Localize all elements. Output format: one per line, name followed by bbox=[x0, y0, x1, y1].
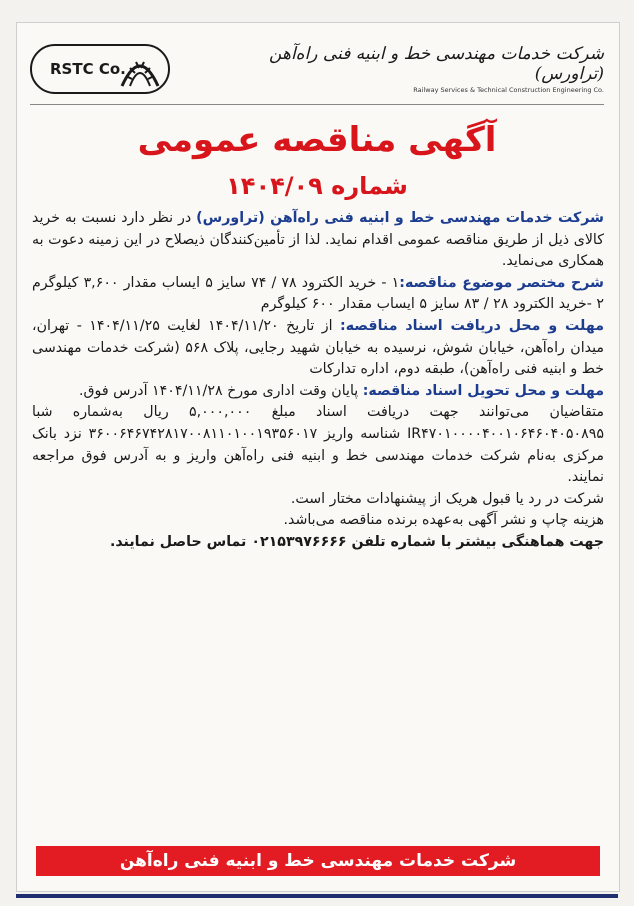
subject-label: شرح مختصر موضوع مناقصه: bbox=[399, 274, 604, 291]
bottom-bar bbox=[16, 894, 618, 898]
subject-paragraph bbox=[32, 273, 604, 316]
footer-company-name: شرکت خدمات مهندسی خط و ابنیه فنی راه‌آهن bbox=[119, 851, 517, 871]
intro-paragraph bbox=[32, 208, 604, 273]
intro-company: شرکت خدمات مهندسی خط و ابنیه فنی راه‌آهن (تراورس) bbox=[196, 210, 604, 226]
delivery-text: پایان وقت اداری مورخ ۱۴۰۴/۱۱/۲۸ آدرس فوق. bbox=[78, 382, 363, 399]
payment-paragraph: متقاضیان می‌توانند جهت دریافت اسناد مبلغ ۵,۰۰۰,۰۰۰ ریال به‌شماره شبا IR۴۷۰۱۰۰۰۰۴۰۰۱۰۶۴۶۰۴۰۵۰۸۹۵ شناسه واریز ۳۶۰۰۶۴۶۷۴۲۸۱۷۰۰۸۱۱۰۱۰۰۱۹۳۵۶۰۱۷ نزد بانک مرکزی به‌نام شرکت خدمات مهندسی خط و ابنیه فنی راه‌آهن واریز و به آدرس فوق مراجعه نمایند. bbox=[32, 404, 604, 486]
header-divider bbox=[30, 104, 604, 105]
company-name-fa: شرکت خدمات مهندسی خط و ابنیه فنی راه‌آهن (تراورس) bbox=[269, 44, 604, 84]
receipt-paragraph bbox=[32, 316, 604, 381]
company-logo bbox=[30, 39, 180, 99]
reject-paragraph: شرکت در رد یا قبول هریک از پیشنهادات مختار است. bbox=[290, 490, 604, 507]
company-name-en: Railway Services & Technical Construction Engineering Co. bbox=[413, 86, 604, 94]
delivery-paragraph bbox=[32, 381, 604, 403]
cost-paragraph: هزینه چاپ و نشر آگهی به‌عهده برنده مناقصه می‌باشد. bbox=[283, 512, 604, 529]
delivery-label: مهلت و محل تحویل اسناد مناقصه: bbox=[362, 382, 604, 399]
company-heading bbox=[214, 44, 604, 94]
subject-text: ۱ - خرید الکترود ۷۸ / ۷۴ سایز ۵ ایساب مقدار ۳,۶۰۰ کیلوگرم ۲ -خرید الکترود ۲۸ / ۸۳ سایز ۵ ایساب مقدار ۶۰۰ کیلوگرم bbox=[32, 274, 604, 313]
logo-badge bbox=[30, 44, 170, 94]
contact-paragraph: جهت هماهنگی بیشتر با شماره تلفن ۰۲۱۵۳۹۷۶۶۶۶ تماس حاصل نمایند. bbox=[109, 533, 604, 550]
intro-text: در نظر دارد نسبت به خرید کالای ذیل از طریق مناقصه عمومی اقدام نماید. لذا از تأمین‌کنندگان ذیصلاح در این زمینه دعوت به همکاری می‌نماید. bbox=[32, 210, 604, 270]
ad-title: آگهی مناقصه عمومی bbox=[137, 120, 497, 160]
logo-text: RSTC Co. bbox=[50, 60, 126, 78]
footer-banner bbox=[36, 846, 600, 876]
rail-track-icon bbox=[118, 50, 162, 90]
receipt-label: مهلت و محل دریافت اسناد مناقصه: bbox=[340, 317, 604, 334]
receipt-text: از تاریخ ۱۴۰۴/۱۱/۲۰ لغایت ۱۴۰۴/۱۱/۲۵ - تهران، میدان راه‌آهن، خیابان شوش، نرسیده به خیابان شهید رجایی، پلاک ۵۶۸ (شرکت خدمات مهندسی خط و ابنیه فنی راه‌آهن)، طبقه دوم، اداره تدارکات bbox=[32, 317, 604, 378]
ad-body bbox=[32, 208, 604, 554]
ad-header bbox=[30, 34, 604, 104]
ad-number: شماره ۱۴۰۴/۰۹ bbox=[226, 172, 408, 200]
